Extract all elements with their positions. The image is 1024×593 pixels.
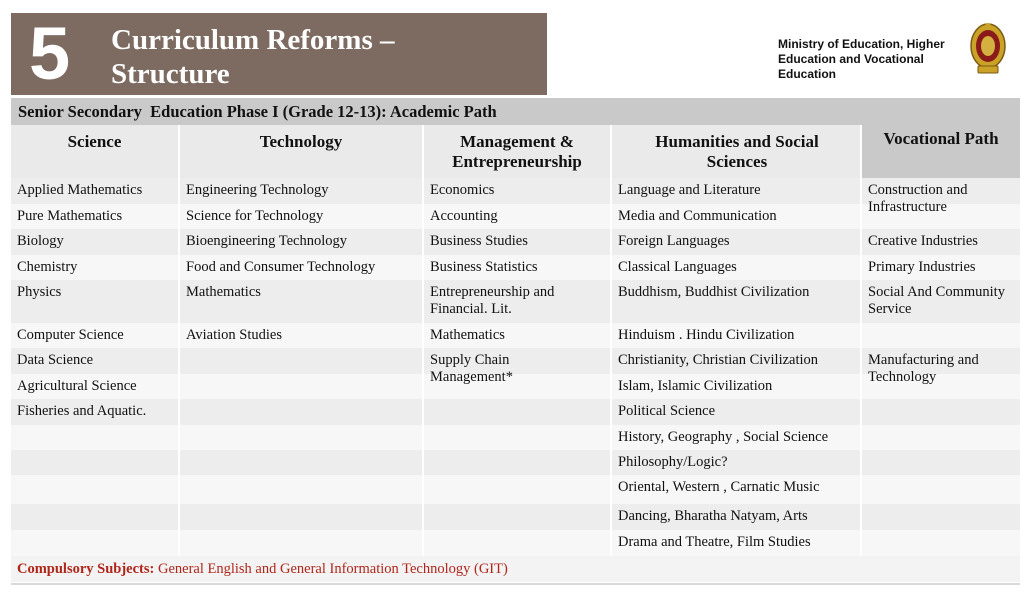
academic-path-band (11, 98, 862, 125)
science-subject: Physics (17, 284, 62, 300)
technology-subject: Food and Consumer Technology (186, 259, 376, 275)
column-header-technology-label: Technology (259, 132, 343, 151)
technology-subject: Mathematics (186, 284, 261, 300)
science-subject: Biology (17, 233, 64, 249)
management-subject: Entrepreneurship and Financial. Lit. (430, 284, 555, 317)
science-subject: Data Science (17, 352, 94, 368)
science-subject: Agricultural Science (17, 378, 137, 394)
management-subject: Accounting (430, 208, 498, 224)
humanities-subject: Media and Communication (618, 208, 777, 224)
column-header-science-label: Science (67, 132, 122, 151)
column-header-vocational-label: Vocational Path (883, 129, 999, 148)
table-row-band (11, 475, 1020, 504)
humanities-subject: Islam, Islamic Civilization (618, 378, 773, 394)
national-emblem-icon (968, 20, 1008, 76)
slide-title-box (11, 13, 547, 95)
humanities-subject: Drama and Theatre, Film Studies (618, 534, 811, 550)
humanities-subject: Buddhism, Buddhist Civilization (618, 284, 810, 300)
humanities-subject: Dancing, Bharatha Natyam, Arts (618, 508, 808, 524)
humanities-subject: Foreign Languages (618, 233, 730, 249)
science-subject: Computer Science (17, 327, 124, 343)
vocational-subject: Construction and Infrastructure (868, 182, 968, 215)
column-header-science (11, 125, 178, 178)
compulsory-subjects (11, 556, 1020, 582)
curriculum-table (11, 98, 1020, 582)
humanities-subject: Christianity, Christian Civilization (618, 352, 819, 368)
humanities-subject: Philosophy/Logic? (618, 454, 728, 470)
management-subject: Business Studies (430, 233, 528, 249)
column-header-management (424, 125, 610, 178)
science-subject: Chemistry (17, 259, 78, 275)
table-row-band (11, 450, 1020, 475)
column-header-humanities-label: Humanities and Social Sciences (655, 132, 819, 171)
top-bar (0, 0, 1024, 10)
column-header-management-label: Management & Entrepreneurship (452, 132, 582, 171)
humanities-subject: Hinduism . Hindu Civilization (618, 327, 795, 343)
table-row-band (11, 530, 1020, 556)
ministry-name (778, 37, 968, 82)
technology-subject: Aviation Studies (186, 327, 282, 343)
technology-subject: Science for Technology (186, 208, 324, 224)
science-subject: Applied Mathematics (17, 182, 143, 198)
vocational-subject: Primary Industries (868, 259, 976, 275)
compulsory-subjects-value: General English and General Information Technology (GIT) (154, 561, 508, 577)
management-subject: Economics (430, 182, 495, 198)
slide-title-line1: Curriculum Reforms – (111, 24, 395, 56)
academic-path-title: Senior Secondary Education Phase I (Grade 12-13): Academic Path (18, 102, 497, 121)
management-subject: Business Statistics (430, 259, 538, 275)
column-header-technology (180, 125, 422, 178)
column-header-vocational (862, 98, 1020, 178)
humanities-subject: Classical Languages (618, 259, 737, 275)
technology-subject: Bioengineering Technology (186, 233, 348, 249)
slide-title (111, 23, 531, 91)
humanities-subject: Political Science (618, 403, 716, 419)
table-row-band (11, 425, 1020, 450)
humanities-subject: Oriental, Western , Carnatic Music (618, 479, 820, 495)
management-subject: Supply Chain Management* (430, 352, 513, 385)
ministry-line2: Education and Vocational (778, 52, 924, 66)
ministry-line3: Education (778, 67, 837, 81)
compulsory-subjects-label: Compulsory Subjects: (17, 561, 155, 577)
ministry-line1: Ministry of Education, Higher (778, 37, 945, 51)
vocational-subject: Social And Community Service (868, 284, 1005, 317)
humanities-subject: History, Geography , Social Science (618, 429, 829, 445)
technology-subject: Engineering Technology (186, 182, 329, 198)
vocational-subject: Manufacturing and Technology (868, 352, 979, 385)
table-row-band (11, 504, 1020, 530)
bottom-rule (11, 583, 1020, 585)
slide-number: 5 (29, 12, 71, 95)
humanities-subject: Language and Literature (618, 182, 761, 198)
slide-title-line2: Structure (111, 58, 230, 90)
column-header-humanities (612, 125, 862, 178)
management-subject: Mathematics (430, 327, 505, 343)
vocational-subject: Creative Industries (868, 233, 978, 249)
science-subject: Fisheries and Aquatic. (17, 403, 147, 419)
science-subject: Pure Mathematics (17, 208, 123, 224)
